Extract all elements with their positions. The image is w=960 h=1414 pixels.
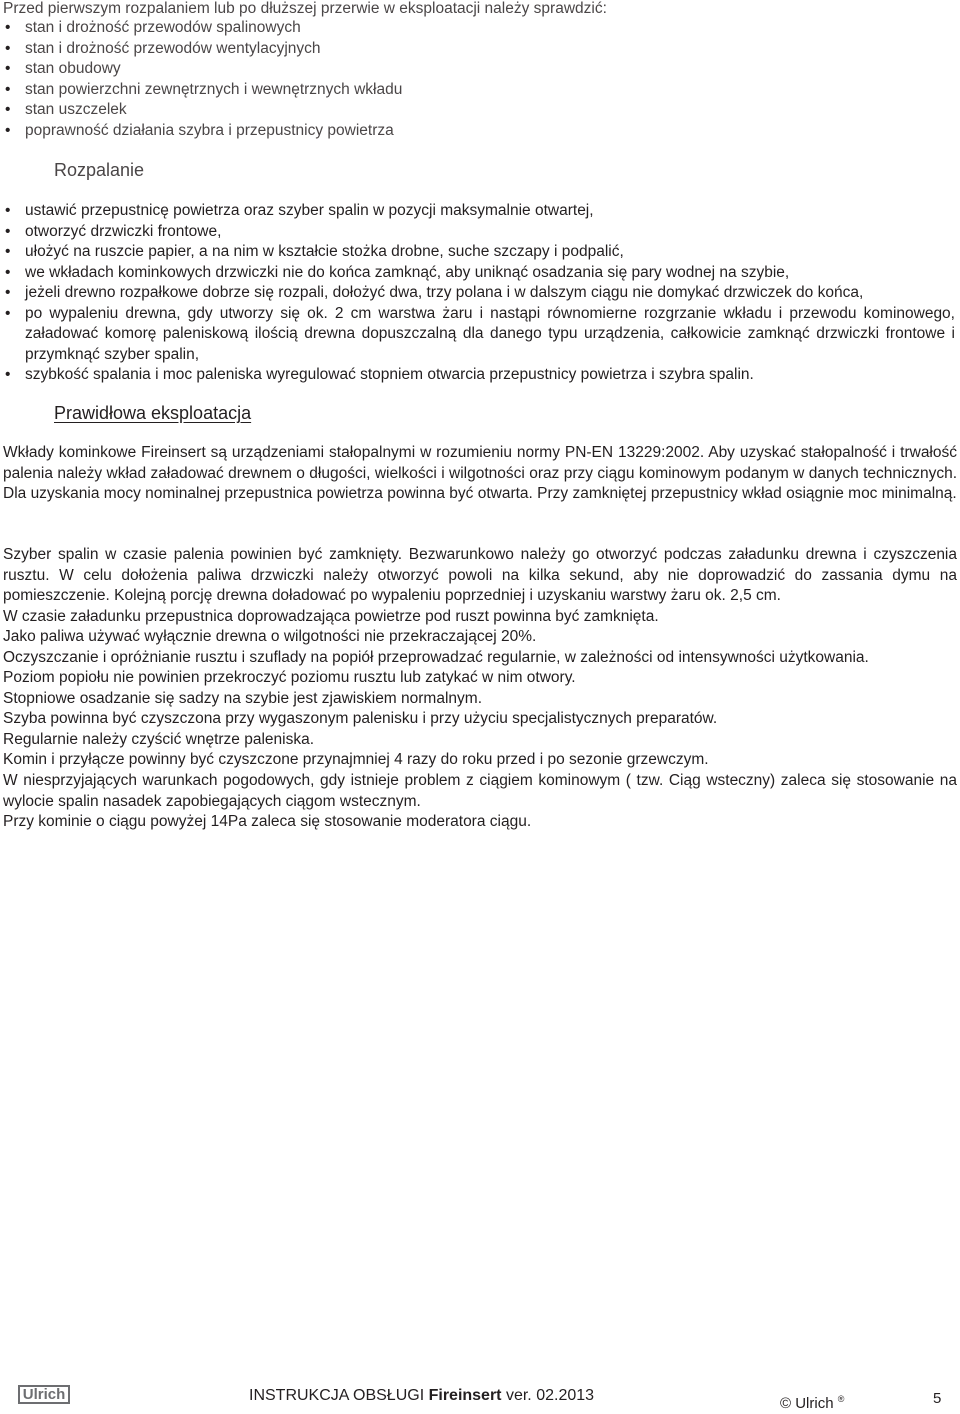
copyright-text: © Ulrich: [780, 1395, 834, 1412]
ignition-step: • po wypaleniu drewna, gdy utworzy się ok. 2 cm warstwa żaru i nastąpi równomierne rozgrzanie wkładu i przewodu kominowego, załadować komorę paleniskową ilością drewna dopuszczalną dla danego typu urządzenia, całkowicie zamknąć drzwiczki frontowe i przymknąć szyber spalin,: [5, 304, 955, 366]
footer-title-plain: INSTRUKCJA OBSŁUGI: [249, 1387, 429, 1404]
operation-note: Szyba powinna być czyszczona przy wygaszonym palenisku i przy użyciu specjalistycznych preparatów.: [3, 710, 718, 728]
operation-note: W niesprzyjających warunkach pogodowych, gdy istnieje problem z ciągiem kominowym ( tzw. Ciąg wsteczny) zaleca się stosowanie na wylocie spalin nasadek zapobiegających ciągom wstecznym.: [3, 772, 957, 810]
operation-note: Komin i przyłącze powinny być czyszczone przynajmniej 4 razy do roku przed i po sezonie grzewczym.: [3, 751, 709, 769]
page-number: 5: [933, 1390, 942, 1407]
intro-text: Przed pierwszym rozpalaniem lub po dłuższej przerwie w eksploatacji należy sprawdzić:: [3, 0, 607, 17]
checklist-item: • stan i drożność przewodów spalinowych: [5, 18, 945, 39]
checklist-item: • stan uszczelek: [5, 100, 945, 121]
operation-note: Jako paliwa używać wyłącznie drewna o wilgotności nie przekraczającej 20%.: [3, 628, 537, 646]
operation-notes: [3, 545, 957, 833]
ulrich-logo: Ulrich: [18, 1385, 70, 1404]
ignition-steps: [5, 201, 955, 386]
section-heading-rozpalanie: Rozpalanie: [54, 160, 145, 180]
ignition-step: • otworzyć drzwiczki frontowe,: [5, 222, 955, 243]
section-heading-eksploatacja: Prawidłowa eksploatacja: [54, 403, 252, 423]
ignition-step: • we wkładach kominkowych drzwiczki nie do końca zamknąć, aby uniknąć osadzania się pary wodnej na szybie,: [5, 263, 955, 284]
operation-note: Przy kominie o ciągu powyżej 14Pa zaleca się stosowanie moderatora ciągu.: [3, 813, 532, 831]
operation-note: Regularnie należy czyścić wnętrze paleniska.: [3, 730, 315, 748]
ignition-step: • ułożyć na ruszcie papier, a na nim w kształcie stożka drobne, suche szczapy i podpalić,: [5, 242, 955, 263]
operation-note: Poziom popiołu nie powinien przekroczyć poziomu rusztu lub zatykać w nim otwory.: [3, 669, 576, 687]
checklist-item: • stan i drożność przewodów wentylacyjnych: [5, 39, 945, 60]
checklist-item: • stan powierzchni zewnętrznych i wewnętrznych wkładu: [5, 80, 945, 101]
checklist-item: • poprawność działania szybra i przepustnicy powietrza: [5, 121, 945, 142]
footer-copyright: [780, 1389, 844, 1414]
footer-title-version: ver. 02.2013: [501, 1387, 595, 1404]
registered-mark: ®: [837, 1394, 845, 1404]
ignition-step: • jeżeli drewno rozpałkowe dobrze się rozpali, dołożyć dwa, trzy polana i w dalszym ciągu nie domykać drzwiczek do końca,: [5, 283, 955, 304]
checklist-item: • stan obudowy: [5, 59, 945, 80]
operation-note: Szyber spalin w czasie palenia powinien być zamknięty. Bezwarunkowo należy go otworzyć podczas załadunku drewna i czyszczenia rusztu. W celu dołożenia paliwa drzwiczki należy otworzyć powoli na kilka sekund, aby nie doprowadzić do zassania dymu na pomieszczenie. Kolejną porcję drewna doładować po wypaleniu poprzedniej i uzyskaniu warstwy żaru ok. 2,5 cm.: [3, 546, 957, 605]
footer-title-product: Fireinsert: [428, 1387, 502, 1404]
footer-title: [249, 1386, 594, 1406]
operation-note: Stopniowe osadzanie się sadzy na szybie jest zjawiskiem normalnym.: [3, 689, 482, 707]
operation-paragraph: Wkłady kominkowe Fireinsert są urządzeniami stałopalnymi w rozumieniu normy PN-EN 13229:2002. Aby uzyskać stałopalność i trwałość palenia należy wkład załadować drewnem o długości, wielkości i wilgotności oraz przy ciągu kominowym podanym w danych technicznych. Dla uzyskania mocy nominalnej przepustnica powietrza powinna być otwarta. Przy zamkniętej przepustnicy wkład osiągnie moc minimalną.: [3, 444, 957, 503]
checklist: [5, 18, 945, 142]
operation-note: W czasie załadunku przepustnica doprowadzająca powietrze pod ruszt powinna być zamknięta.: [3, 607, 659, 625]
operation-note: Oczyszczanie i opróżnianie rusztu i szuflady na popiół przeprowadzać regularnie, w zależności od intensywności użytkowania.: [3, 648, 869, 666]
ignition-step: • ustawić przepustnicę powietrza oraz szyber spalin w pozycji maksymalnie otwartej,: [5, 201, 955, 222]
ignition-step: • szybkość spalania i moc paleniska wyregulować stopniem otwarcia przepustnicy powietrza i szybra spalin.: [5, 365, 955, 386]
